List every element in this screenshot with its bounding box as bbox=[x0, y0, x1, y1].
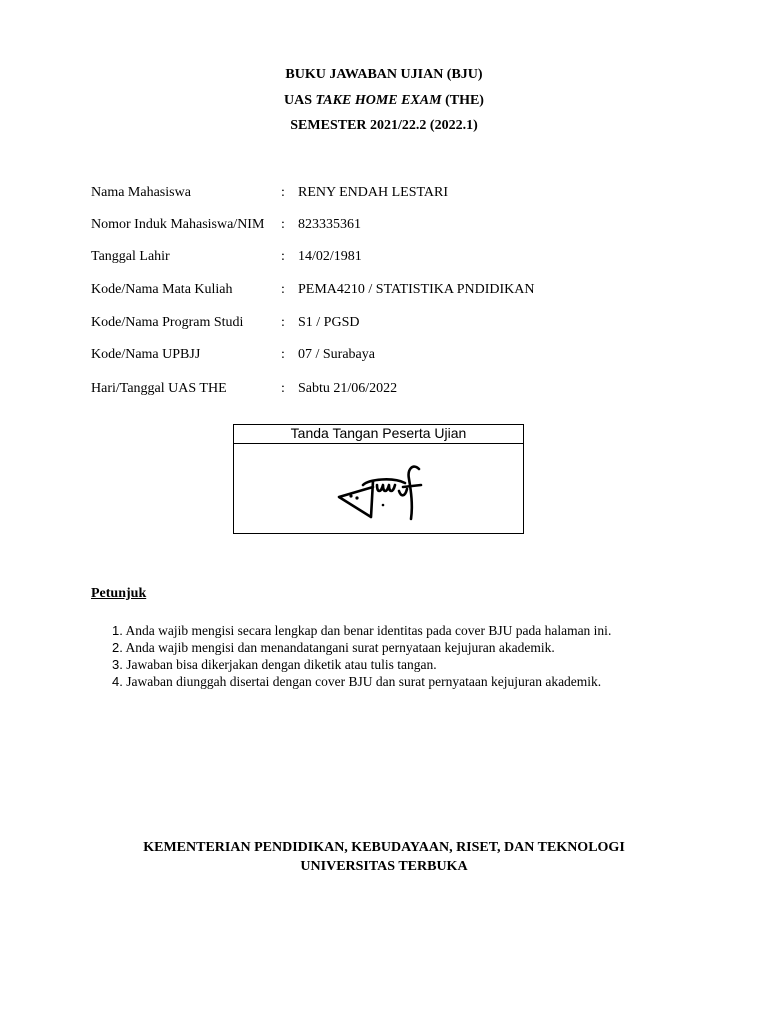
title-line-2 bbox=[0, 93, 768, 109]
title-line-2-italic: TAKE HOME EXAM bbox=[315, 93, 442, 108]
identity-label: Nomor Induk Mahasiswa/NIM bbox=[91, 217, 265, 232]
instruction-item bbox=[112, 657, 437, 673]
identity-separator: : bbox=[281, 282, 285, 297]
identity-label: Tanggal Lahir bbox=[91, 249, 170, 264]
instruction-number: 1. bbox=[112, 623, 123, 638]
instruction-number: 3. bbox=[112, 657, 123, 672]
instruction-text: Jawaban bisa dikerjakan dengan diketik atau tulis tangan. bbox=[126, 657, 437, 672]
title-line-1: BUKU JAWABAN UJIAN (BJU) bbox=[285, 67, 483, 82]
instruction-item bbox=[112, 623, 611, 639]
identity-separator: : bbox=[281, 217, 285, 232]
footer-ministry: KEMENTERIAN PENDIDIKAN, KEBUDAYAAN, RISET, DAN TEKNOLOGI bbox=[143, 840, 625, 855]
identity-label: Hari/Tanggal UAS THE bbox=[91, 381, 227, 396]
identity-value: Sabtu 21/06/2022 bbox=[298, 381, 398, 396]
instruction-number: 4. bbox=[112, 674, 123, 689]
title-line-3: SEMESTER 2021/22.2 (2022.1) bbox=[290, 118, 478, 133]
identity-value: RENY ENDAH LESTARI bbox=[298, 185, 449, 200]
instruction-text: Anda wajib mengisi secara lengkap dan benar identitas pada cover BJU pada halaman ini. bbox=[125, 623, 612, 638]
identity-value: 823335361 bbox=[298, 217, 361, 232]
signature-box bbox=[233, 424, 524, 534]
identity-separator: : bbox=[281, 315, 285, 330]
identity-separator: : bbox=[281, 381, 285, 396]
instruction-item bbox=[112, 674, 601, 690]
instruction-number: 2. bbox=[112, 640, 123, 655]
footer-university: UNIVERSITAS TERBUKA bbox=[300, 859, 468, 874]
identity-value: 14/02/1981 bbox=[298, 249, 362, 264]
identity-separator: : bbox=[281, 185, 285, 200]
identity-label: Kode/Nama Mata Kuliah bbox=[91, 282, 233, 297]
instruction-text: Anda wajib mengisi dan menandatangani surat pernyataan kejujuran akademik. bbox=[125, 640, 555, 655]
identity-label: Nama Mahasiswa bbox=[91, 185, 191, 200]
identity-value: S1 / PGSD bbox=[298, 315, 360, 330]
signature-heading: Tanda Tangan Peserta Ujian bbox=[234, 425, 523, 444]
signature-mark bbox=[333, 457, 433, 527]
identity-separator: : bbox=[281, 347, 285, 362]
instruction-item bbox=[112, 640, 555, 656]
instruction-text: Jawaban diunggah disertai dengan cover BJU dan surat pernyataan kejujuran akademik. bbox=[126, 674, 602, 689]
title-line-2-suffix: (THE) bbox=[441, 93, 484, 108]
identity-value: 07 / Surabaya bbox=[298, 347, 375, 362]
title-line-2-prefix: UAS bbox=[284, 93, 316, 108]
instructions-heading: Petunjuk bbox=[91, 586, 147, 601]
identity-label: Kode/Nama Program Studi bbox=[91, 315, 244, 330]
identity-value: PEMA4210 / STATISTIKA PNDIDIKAN bbox=[298, 282, 535, 297]
identity-label: Kode/Nama UPBJJ bbox=[91, 347, 201, 362]
identity-separator: : bbox=[281, 249, 285, 264]
